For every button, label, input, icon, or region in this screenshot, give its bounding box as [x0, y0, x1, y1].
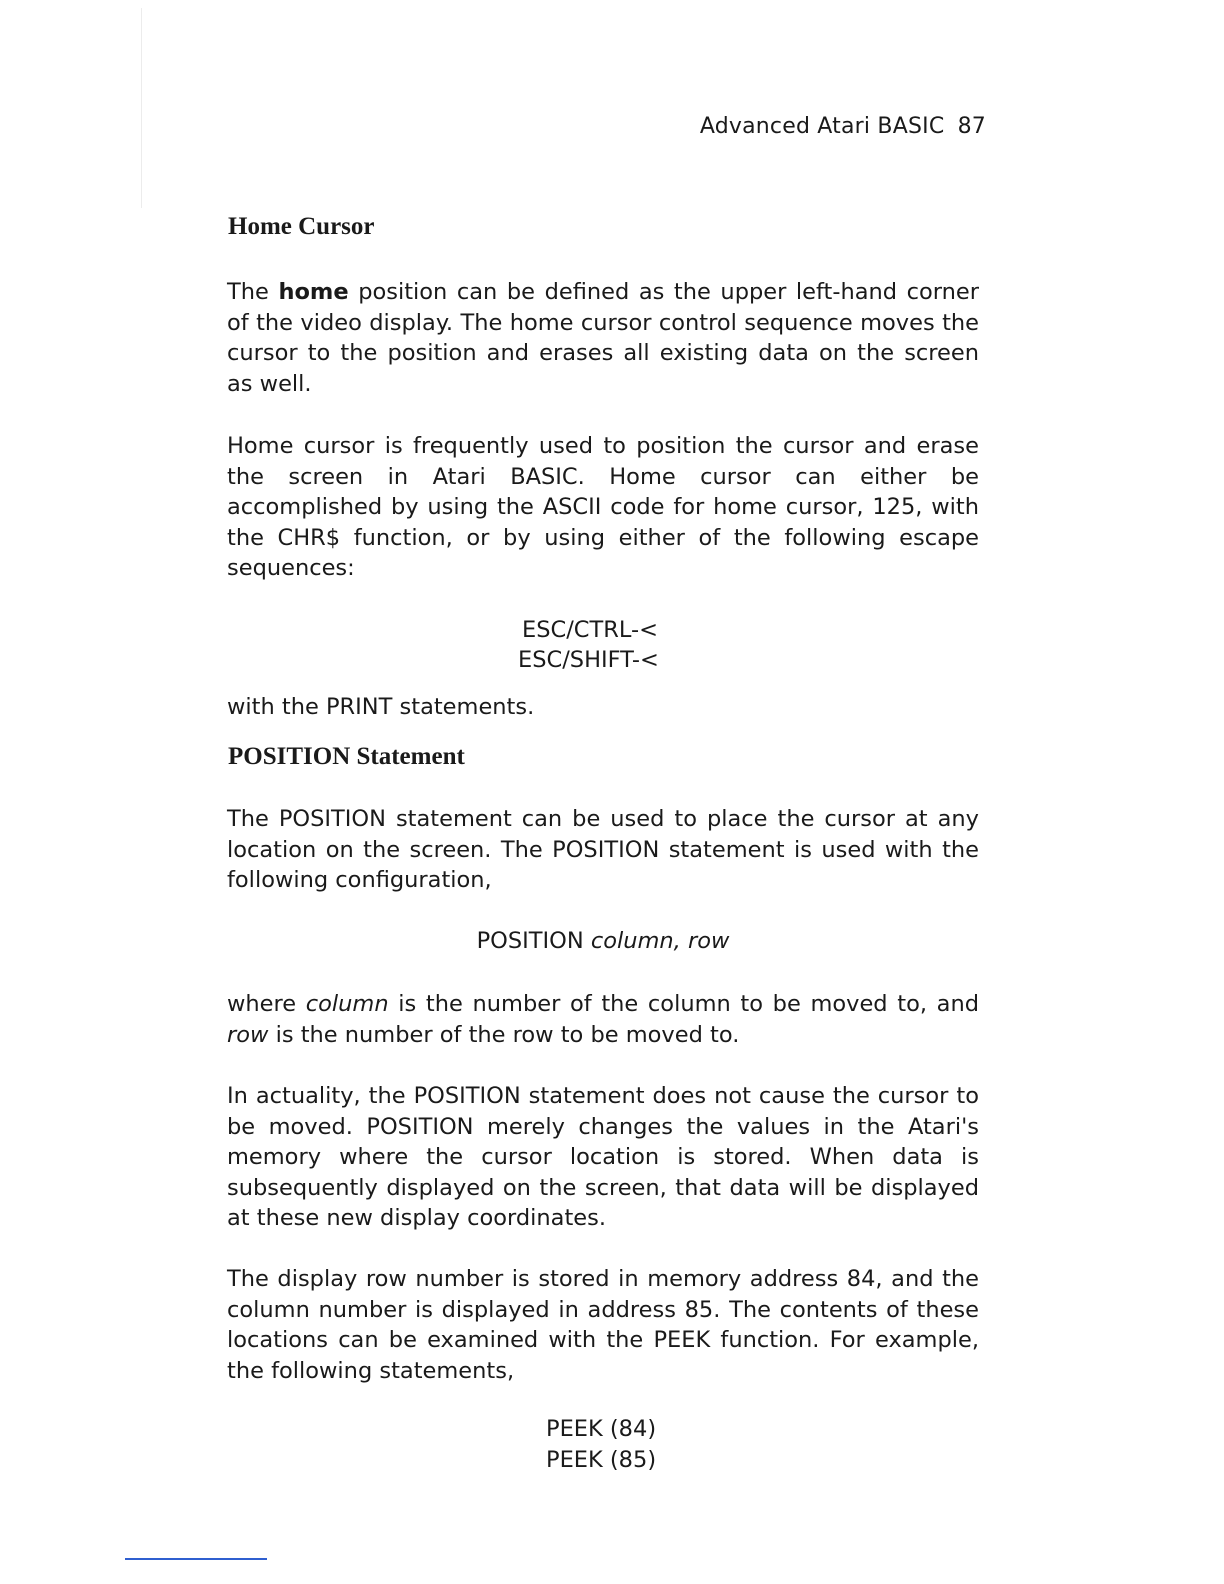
text-run: is the number of the column to be moved to, and [388, 991, 979, 1017]
running-title: Advanced Atari BASIC [699, 114, 945, 139]
home-cursor-paragraph-3: with the PRINT statements. [227, 694, 535, 720]
home-cursor-paragraph-2: Home cursor is frequently used to position the cursor and erase the screen in Atari BASIC. Home cursor can either be accomplished by using the ASCII code for home cursor, 125, with the CHR$ function, or by using either of the following escape sequences: [227, 433, 979, 582]
running-header [700, 114, 986, 139]
position-paragraph-3: In actuality, the POSITION statement does not cause the cursor to be moved. POSITION merely changes the values in the Atari's memory where the cursor location is stored. When data is subsequently displayed on the screen, that data will be displayed at these new display coordinates. [227, 1083, 979, 1232]
italic-term-column: column [305, 991, 389, 1017]
text-run: is the number of the row to be moved to. [268, 1021, 740, 1048]
page-number: 87 [957, 114, 986, 139]
syntax-keyword: POSITION [476, 928, 591, 954]
position-paragraph-1: The POSITION statement can be used to place the cursor at any location on the screen. The POSITION statement is used with the following configuration, [227, 806, 979, 894]
footer-rule [125, 1558, 267, 1560]
syntax-arguments: column, row [590, 928, 730, 954]
position-paragraph-2 [227, 989, 979, 1050]
peek-statement-line: PEEK (84) [546, 1416, 657, 1442]
peek-statement-line: PEEK (85) [546, 1447, 657, 1473]
home-cursor-paragraph-1 [227, 277, 979, 399]
section-heading-position-statement: POSITION Statement [228, 743, 465, 770]
escape-sequence-line: ESC/CTRL-< [522, 617, 658, 643]
bold-term-home: home [278, 279, 349, 305]
position-syntax-line [227, 928, 979, 954]
text-run: position can be defined as the upper left-hand corner of the video display. The home cursor control sequence moves the cursor to the position and erases all existing data on the screen as well. [227, 279, 980, 397]
escape-sequence-line: ESC/SHIFT-< [518, 647, 659, 673]
section-heading-home-cursor: Home Cursor [228, 213, 375, 240]
text-run: where [227, 991, 306, 1017]
margin-shadow [141, 8, 142, 208]
position-paragraph-4: The display row number is stored in memory address 84, and the column number is displayed in address 85. The contents of these locations can be examined with the PEEK function. For example, the following statements, [227, 1266, 979, 1384]
italic-term-row: row [227, 1021, 269, 1048]
text-run: The [227, 279, 279, 305]
